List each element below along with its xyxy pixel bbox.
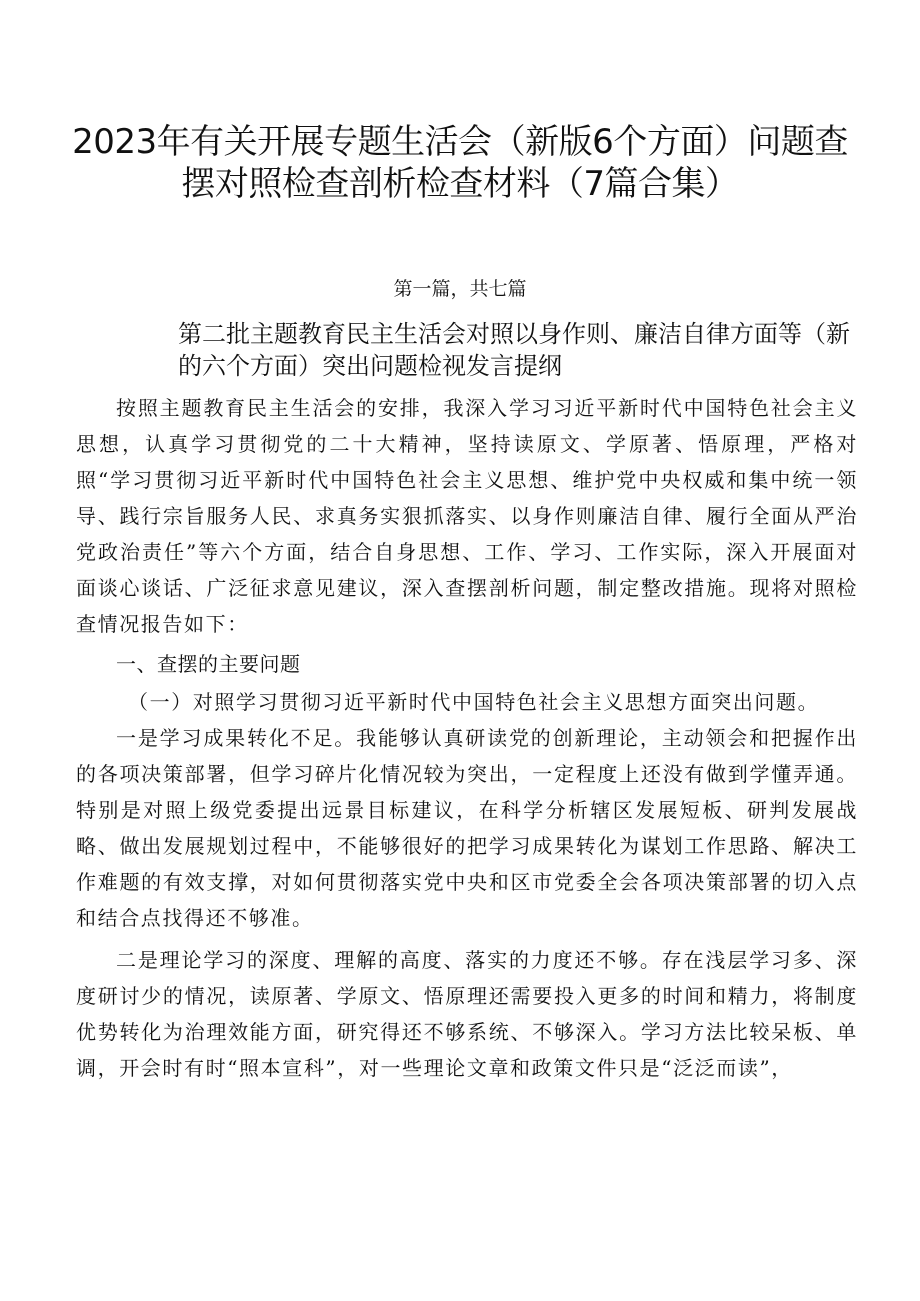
- point-paragraph-2: 二是理论学习的深度、理解的高度、落实的力度还不够。存在浅层学习多、深度研讨少的情况，读原著、学原文、悟原理还需要投入更多的时间和精力，将制度优势转化为治理效能方面，研究得还不够系统、不够深入。学习方法比较呆板、单调，开会时有时“照本宣科”，对一些理论文章和政策文件只是“泛泛而读”，: [76, 948, 858, 1080]
- part-label: 第一篇，共七篇: [393, 278, 527, 300]
- section-subtitle: 第二批主题教育民主生活会对照以身作则、廉洁自律方面等（新的六个方面）突出问题检视发言提纲: [178, 320, 850, 380]
- document-body: [76, 390, 858, 1086]
- subsection-heading: （一）对照学习贯彻习近平新时代中国特色社会主义思想方面突出问题。: [128, 690, 820, 714]
- document-title-line-2: 摆对照检查剖析检查材料（7篇合集）: [181, 164, 739, 204]
- section-heading: 一、查摆的主要问题: [116, 652, 301, 676]
- document-title-line-1: 2023年有关开展专题生活会（新版6个方面）问题查: [72, 122, 848, 162]
- intro-paragraph: 按照主题教育民主生活会的安排，我深入学习习近平新时代中国特色社会主义思想，认真学习贯彻党的二十大精神，坚持读原文、学原著、悟原理，严格对照“学习贯彻习近平新时代中国特色社会主义思想、维护党中央权威和集中统一领导、践行宗旨服务人民、求真务实狠抓落实、以身作则廉洁自律、履行全面从严治党政治责任”等六个方面，结合自身思想、工作、学习、工作实际，深入开展面对面谈心谈话、广泛征求意见建议，深入查摆剖析问题，制定整改措施。现将对照检查情况报告如下：: [76, 396, 858, 636]
- point-paragraph-1: 一是学习成果转化不足。我能够认真研读党的创新理论，主动领会和把握作出的各项决策部署，但学习碎片化情况较为突出，一定程度上还没有做到学懂弄通。特别是对照上级党委提出远景目标建议，在科学分析辖区发展短板、研判发展战略、做出发展规划过程中，不能够很好的把学习成果转化为谋划工作思路、解决工作难题的有效支撑，对如何贯彻落实党中央和区市党委全会各项决策部署的切入点和结合点找得还不够准。: [76, 726, 858, 930]
